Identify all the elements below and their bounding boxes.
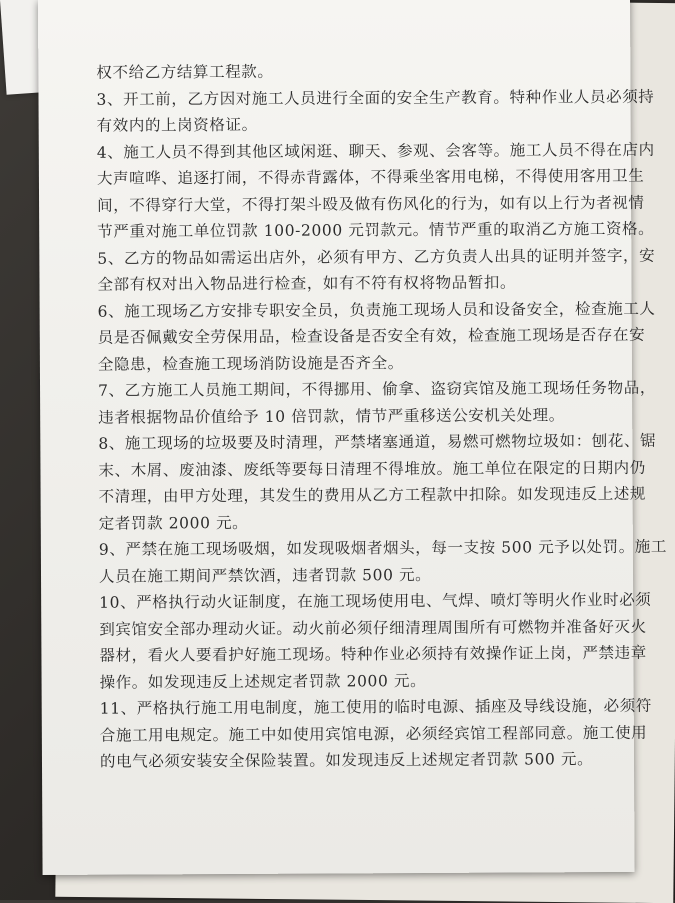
text-line: 到宾馆安全部办理动火证。动火前必须仔细清理周围所有可燃物并准备好灭火	[99, 617, 647, 639]
text-line: 节严重对施工单位罚款 100-2000 元罚款元。情节严重的取消乙方施工资格。	[97, 219, 655, 241]
text-line: 全隐患，检查施工现场消防设施是否齐全。	[97, 353, 404, 374]
text-line: 不清理，由甲方处理，其发生的费用从乙方工程款中扣除。如发现违反上述规	[98, 484, 647, 506]
text-line: 员是否佩戴安全劳保用品，检查设备是否安全有效，检查施工现场是否存在安	[97, 325, 646, 347]
text-line: 合施工用电规定。施工中如使用宾馆电源，必须经宾馆工程部同意。施工使用	[99, 723, 648, 745]
paragraph-p4	[96, 136, 655, 245]
text-line: 的电气必须安装安全保险装置。如发现违反上述规定者罚款 500 元。	[99, 750, 594, 771]
paragraph-p9	[98, 534, 668, 590]
text-line: 3、开工前，乙方因对施工人员进行全面的安全生产教育。特种作业人员必须持	[96, 87, 655, 109]
text-line: 间，不得穿行大堂，不得打架斗殴及做有伤风化的行为，如有以上行为者视情	[97, 193, 645, 215]
text-line: 定者罚款 2000 元。	[98, 513, 249, 533]
text-line: 操作。如发现违反上述规定者罚款 2000 元。	[99, 671, 427, 692]
text-line: 有效内的上岗资格证。	[96, 115, 258, 135]
text-line: 全部有权对出入物品进行检查，如有不符有权将物品暂扣。	[97, 273, 517, 294]
text-line: 4、施工人员不得到其他区域闲逛、聊天、参观、会客等。施工人员不得在店内	[96, 140, 655, 162]
paragraph-p3	[96, 83, 655, 139]
text-line: 大声喧哗、追逐打闹，不得赤背露体，不得乘坐客用电梯，不得使用客用卫生	[96, 166, 645, 188]
text-line: 5、乙方的物品如需运出店外，必须有甲方、乙方负责人出具的证明并签字，安	[97, 246, 656, 268]
text-line: 人员在施工期间严禁饮酒，违者罚款 500 元。	[98, 565, 432, 586]
paragraph-p8	[98, 428, 657, 537]
text-line: 7、乙方施工人员施工期间，不得挪用、偷拿、盗窃宾馆及施工现场任务物品，	[97, 378, 656, 400]
text-line: 权不给乙方结算工程款。	[96, 62, 274, 82]
text-line: 10、严格执行动火证制度，在施工现场使用电、气焊、喷灯等明火作业时必须	[99, 590, 652, 612]
text-line: 器材，看火人要看护好施工现场。特种作业必须持有效操作证上岗，严禁违章	[99, 643, 647, 665]
text-line: 末、木屑、废油漆、废纸等要每日清理不得堆放。施工单位在限定的日期内仍	[98, 458, 646, 480]
paragraph-p11	[99, 693, 652, 775]
document-body	[96, 57, 668, 775]
paragraph-p5	[97, 242, 656, 298]
paragraph-p6	[97, 295, 656, 377]
text-line: 违者根据物品价值给予 10 倍罚款，情节严重移送公安机关处理。	[98, 405, 565, 427]
text-line: 11、严格执行施工用电制度，施工使用的临时电源、插座及导线设施，必须符	[99, 696, 652, 718]
document-page	[38, 0, 668, 875]
text-line: 9、严禁在施工现场吸烟，如发现吸烟者烟头，每一支按 500 元予以处罚。施工	[98, 537, 668, 559]
paragraph-p-cont	[96, 57, 644, 86]
text-line: 8、施工现场的垃圾要及时清理，严禁堵塞通道，易燃可燃物垃圾如：刨花、锯	[98, 431, 657, 453]
text-line: 6、施工现场乙方安排专职安全员，负责施工现场人员和设备安全，检查施工人	[97, 299, 656, 321]
paragraph-p7	[97, 375, 656, 431]
paragraph-p10	[99, 587, 652, 696]
